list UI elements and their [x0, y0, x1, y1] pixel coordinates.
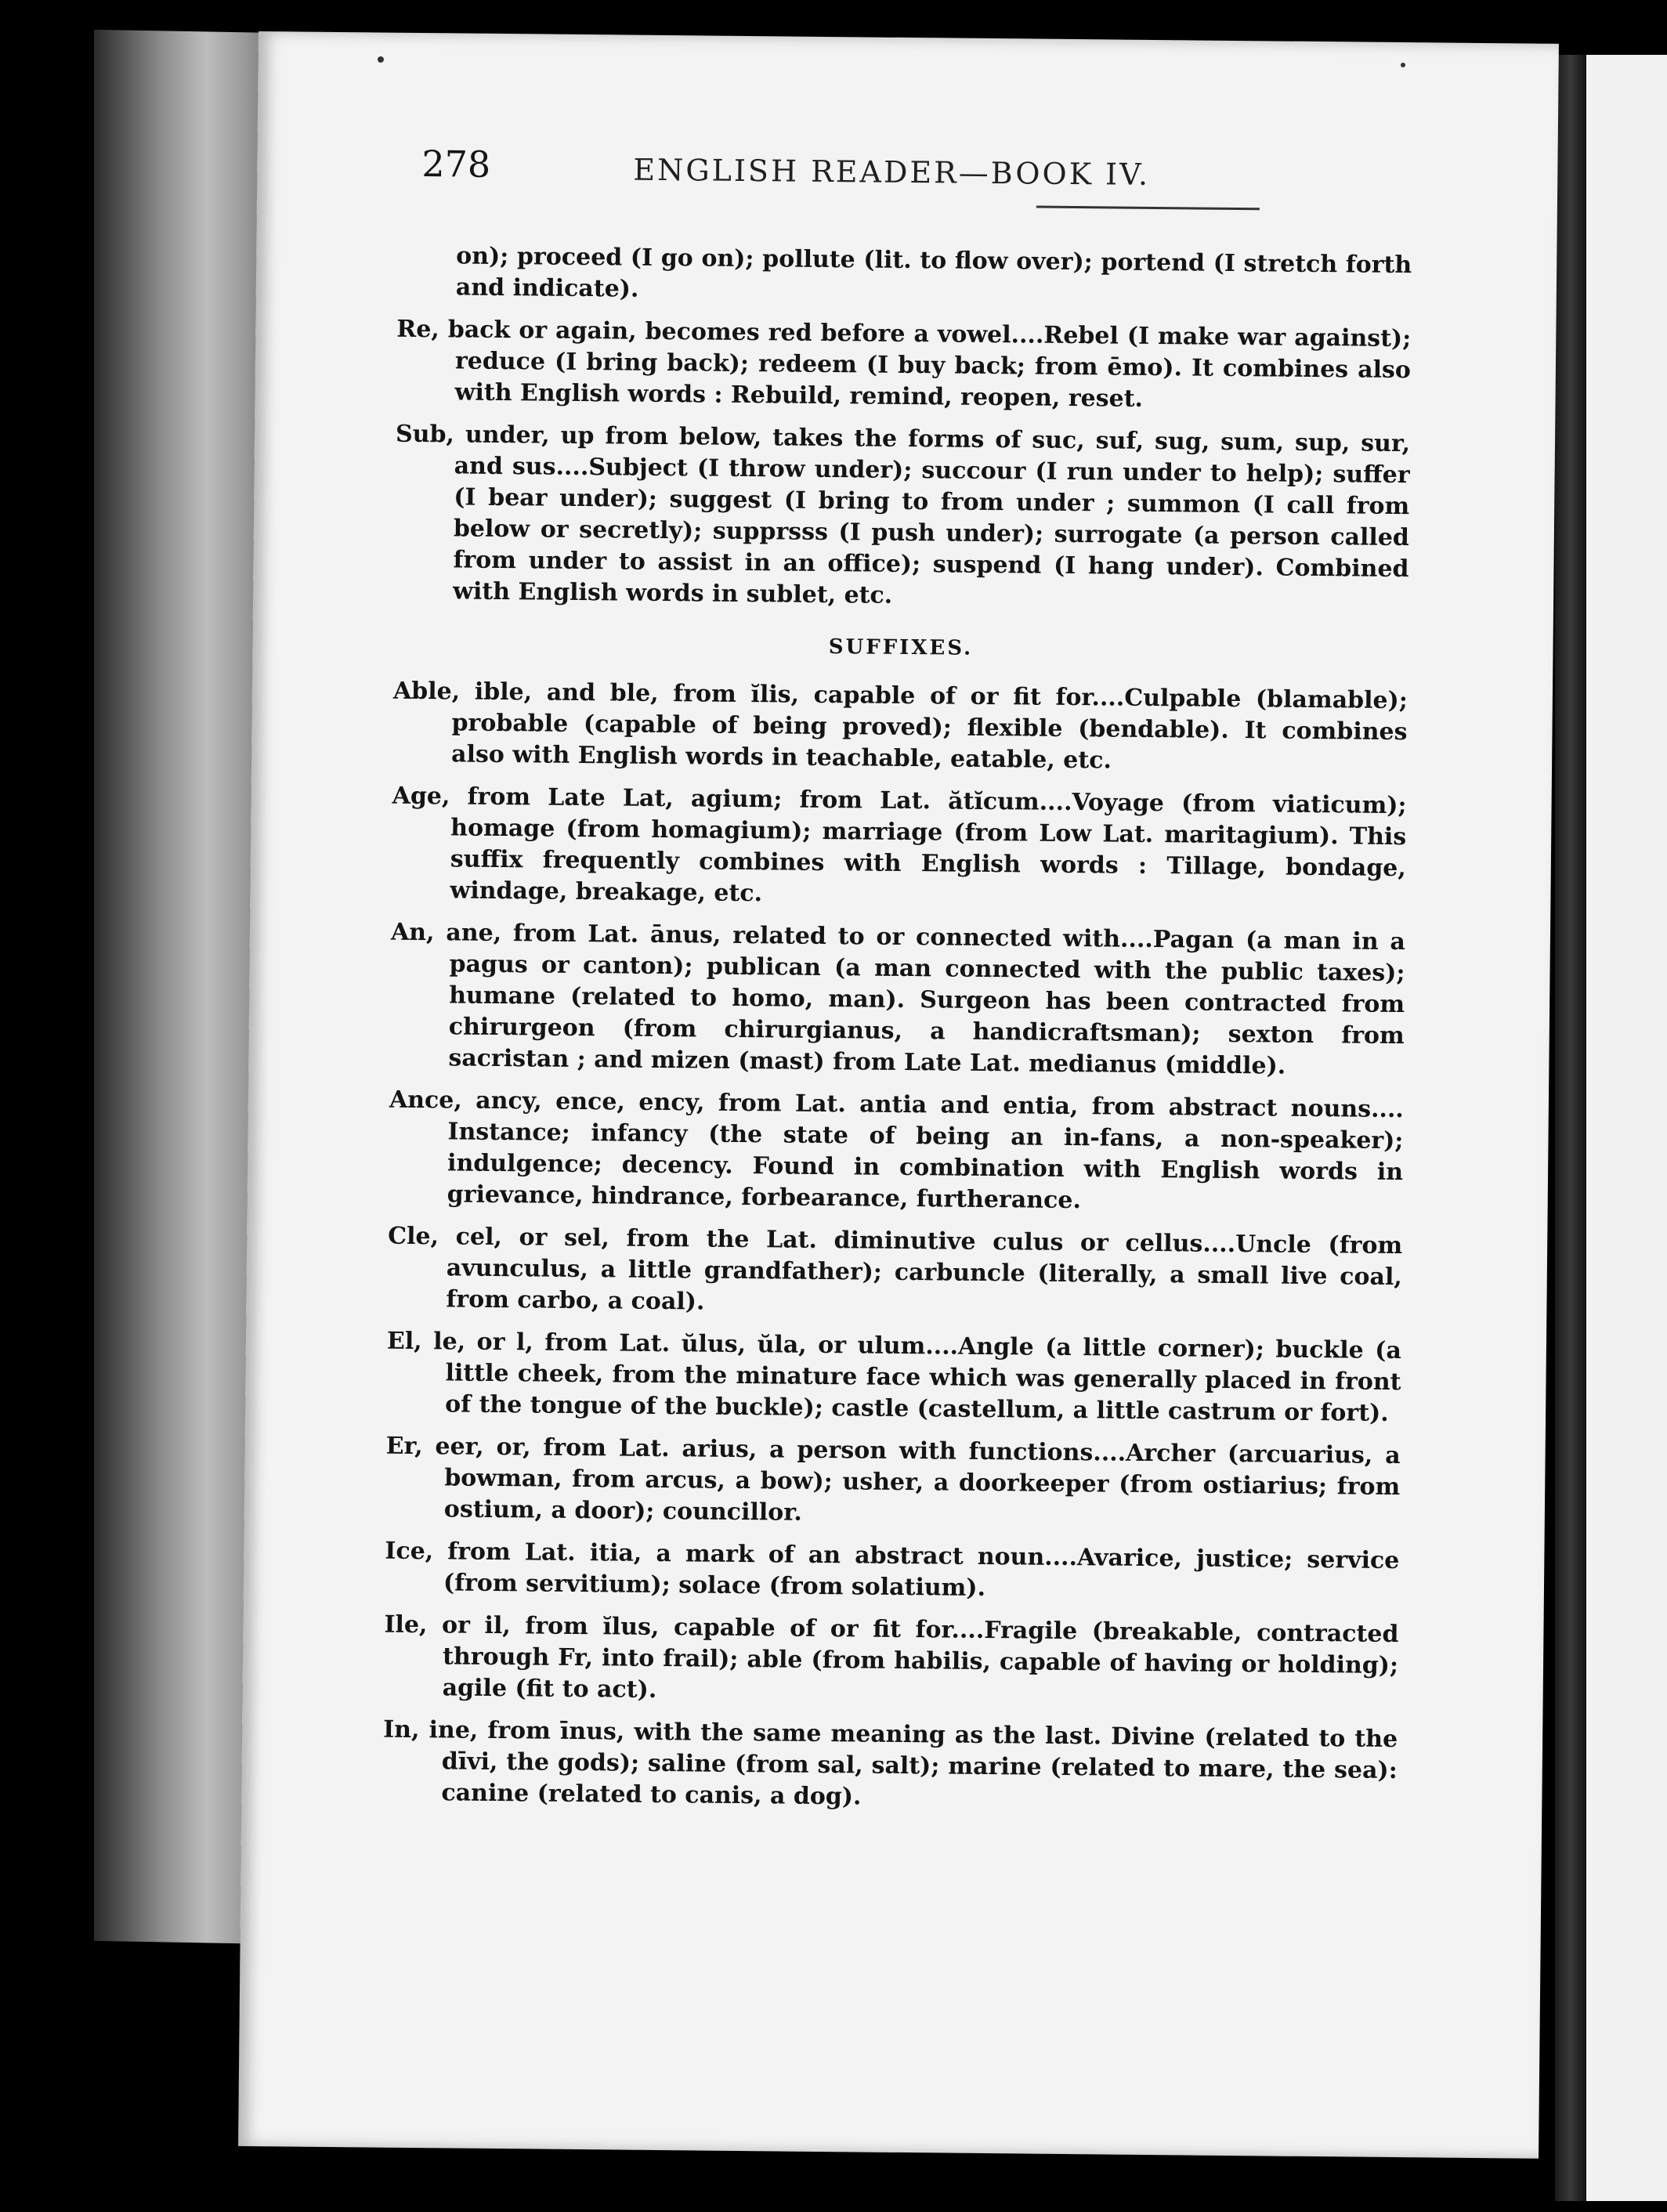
entry-cle: Cle, cel, or sel, from the Lat. diminutive culus or cellus....Uncle (from avunculus, a little grandfather); carbuncle (literally, a small live coal, from carbo, a coal).	[388, 1222, 1403, 1316]
facing-page	[1586, 55, 1667, 2201]
page-number: 278	[421, 143, 491, 186]
entry-continuation: on); proceed (I go on); pollute (lit. to flow over); portend (I stretch forth and indicate).	[455, 242, 1412, 303]
entry-el: El, le, or l, from Lat. ŭlus, ŭla, or ulum....Angle (a little corner); buckle (a little cheek, from the minature face which was generally placed in front of the tongue of the buckle); castle (castellum, a little castrum or fort).	[386, 1327, 1402, 1427]
entry-in: In, ine, from īnus, with the same meaning as the last. Divine (related to the dīvi, the gods); saline (from sal, salt); marine (related to mare, the sea): canine (related to canis, a dog).	[383, 1715, 1398, 1811]
entry-ice: Ice, from Lat. itia, a mark of an abstract noun....Avarice, justice; service (from servitium); solace (from solatium).	[385, 1537, 1400, 1602]
header-rule	[1036, 206, 1260, 211]
entry-er: Er, eer, or, from Lat. arius, a person with functions....Archer (arcuarius, a bowman, from arcus, a bow); usher, a doorkeeper (from ostiarius; from ostium, a door); councillor.	[385, 1432, 1401, 1527]
entry-re: Re, back or again, becomes red before a vowel....Rebel (I make war against); reduce (I bring back); redeem (I buy back; from ēmo). It combines also with English words : Rebuild, remind, reopen, reset.	[396, 315, 1412, 413]
entry-ile: Ile, or il, from ĭlus, capable of or fit for....Fragile (breakable, contracted through Fr, into frail); able (from habilis, capable of having or holding); agile (fit to act).	[384, 1610, 1399, 1704]
scan-dot	[378, 56, 384, 63]
entry-age: Age, from Late Lat, agium; from Lat. ătĭcum....Voyage (from viaticum); homage (from homagium); marriage (from Low Lat. maritagium). This suffix frequently combines with English words : Tillage, bondage, windage, breakage, etc.	[392, 782, 1407, 908]
book-page	[238, 31, 1559, 2159]
section-heading: SUFFIXES.	[828, 635, 974, 660]
entry-an: An, ane, from Lat. ānus, related to or connected with....Pagan (a man in a pagus or canton); publican (a man connected with the public taxes); humane (related to homo, man). Surgeon has been contracted from chirurgeon (from chirurgianus, a handicraftsman); sexton from sacristan ; and mizen (mast) from Late Lat. medianus (middle).	[390, 918, 1406, 1080]
entry-ance: Ance, ancy, ence, ency, from Lat. antia and entia, from abstract nouns.... Instance; infancy (the state of being an in-fans, a non-speaker); indulgence; decency. Found in combination with English words in grievance, hindrance, forbearance, furtherance.	[389, 1086, 1405, 1215]
page-body	[382, 240, 1412, 1829]
entry-sub: Sub, under, up from below, takes the forms of suc, suf, sug, sum, sup, sur, and sus....Subject (I throw under); succour (I run under to help); suffer (I bear under); suggest (I bring to from under ; summon (I call from below or secretly); supprsss (I push under); surrogate (a person called from under to assist in an office); suspend (I hang under). Combined with English words in sublet, etc.	[395, 420, 1411, 609]
running-title: ENGLISH READER—BOOK IV.	[633, 152, 1151, 192]
entry-able: Able, ible, and ble, from ĭlis, capable of or fit for....Culpable (blamable); probable (capable of being proved); flexible (bendable). It combines also with English words in teachable, eatable, etc.	[392, 677, 1408, 775]
facing-page-gutter	[1555, 55, 1586, 2201]
scan-dot	[1401, 63, 1405, 67]
page-header	[421, 143, 1542, 224]
